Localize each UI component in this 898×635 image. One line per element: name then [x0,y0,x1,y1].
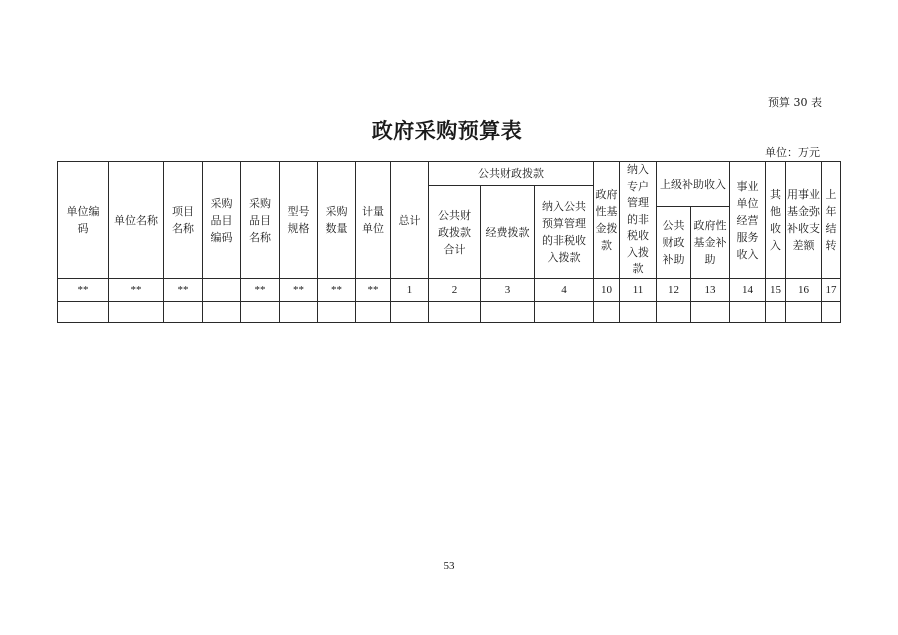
header-item-name: 采购 品目 名称 [241,162,280,279]
index-cell: 13 [691,279,730,302]
unit-note: 单位：万元 [765,146,820,159]
empty-cell [730,302,766,323]
empty-cell [822,302,841,323]
table-row [58,302,841,323]
header-reserve-fund-offset: 用事业 基金弥 补收支 差额 [786,162,822,279]
index-cell: 12 [657,279,691,302]
index-cell: ** [318,279,356,302]
header-funding-allocation: 经费拨款 [481,186,535,279]
empty-cell [657,302,691,323]
index-cell: 17 [822,279,841,302]
header-budget-nontax-allocation: 纳入公共 预算管理 的非税收 入拨款 [535,186,594,279]
index-cell: ** [280,279,318,302]
page-title: 政府采购预算表 [371,119,523,143]
header-quantity: 采购 数量 [318,162,356,279]
header-other-income: 其 他 收 入 [766,162,786,279]
header-item-code: 采购 品目 编码 [203,162,241,279]
empty-cell [691,302,730,323]
index-cell [203,279,241,302]
index-cell: 2 [429,279,481,302]
header-gov-fund-allocation: 政府 性基 金拨 款 [594,162,620,279]
index-cell: ** [241,279,280,302]
index-cell: 4 [535,279,594,302]
index-cell: 15 [766,279,786,302]
index-cell: 11 [620,279,657,302]
header-carryover: 上 年 结 转 [822,162,841,279]
table-row [58,279,841,302]
empty-cell [620,302,657,323]
index-cell: 16 [786,279,822,302]
procurement-budget-table [57,161,841,323]
group-header-public-finance-allocation: 公共财政拨款 [429,162,594,186]
index-cell: 1 [391,279,429,302]
header-measure-unit: 计量 单位 [356,162,391,279]
index-cell: ** [164,279,203,302]
index-cell: ** [109,279,164,302]
header-public-finance-subtotal: 公共财 政拨款 合计 [429,186,481,279]
empty-cell [535,302,594,323]
empty-cell [280,302,318,323]
header-public-finance-subsidy: 公共 财政 补助 [657,207,691,279]
page-number: 53 [443,560,455,572]
header-total: 总计 [391,162,429,279]
header-unit-code: 单位编 码 [58,162,109,279]
form-code: 预算 30 表 [768,96,822,109]
index-cell: 3 [481,279,535,302]
index-cell: 14 [730,279,766,302]
header-gov-fund-subsidy: 政府性 基金补 助 [691,207,730,279]
empty-cell [164,302,203,323]
header-model-spec: 型号 规格 [280,162,318,279]
empty-cell [594,302,620,323]
empty-cell [391,302,429,323]
index-cell: 10 [594,279,620,302]
header-special-account-nontax-allocation: 纳入 专户 管理 的非 税收 入拨 款 [620,162,657,279]
empty-cell [203,302,241,323]
empty-cell [429,302,481,323]
header-row [58,162,841,186]
header-unit-name: 单位名称 [109,162,164,279]
index-cell: ** [356,279,391,302]
index-cell: ** [58,279,109,302]
empty-cell [786,302,822,323]
empty-cell [109,302,164,323]
empty-cell [481,302,535,323]
empty-cell [318,302,356,323]
empty-cell [766,302,786,323]
empty-cell [241,302,280,323]
header-project-name: 项目 名称 [164,162,203,279]
empty-cell [58,302,109,323]
empty-cell [356,302,391,323]
header-business-service-income: 事业 单位 经营 服务 收入 [730,162,766,279]
group-header-superior-subsidy-income: 上级补助收入 [657,162,730,207]
